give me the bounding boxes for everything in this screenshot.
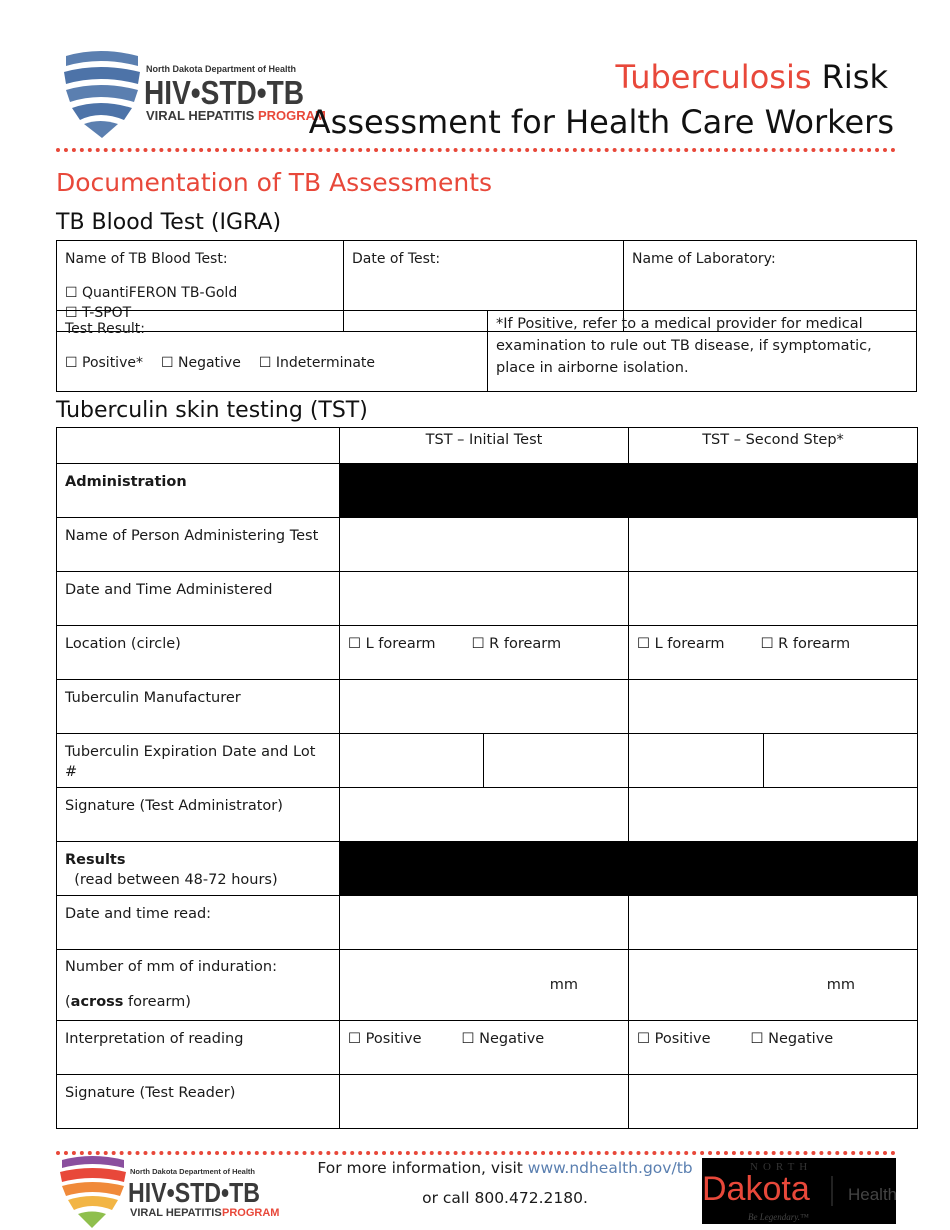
induration-line1: Number of mm of induration: <box>65 959 278 975</box>
manufacturer-second-input[interactable] <box>629 680 918 734</box>
igra-date-label: Date of Test: <box>352 251 441 267</box>
second-r-forearm-checkbox[interactable]: ☐ R forearm <box>760 636 851 652</box>
initial-l-forearm-checkbox[interactable]: ☐ L forearm <box>348 636 436 652</box>
administration-bar <box>340 464 918 518</box>
initial-positive-checkbox[interactable]: ☐ Positive <box>348 1031 422 1047</box>
row-label-induration <box>57 950 340 1021</box>
section-title: Documentation of TB Assessments <box>56 168 493 197</box>
logo-sub-left: VIRAL HEPATITIS <box>146 108 255 123</box>
igra-table-bottom <box>56 310 917 392</box>
footer-link[interactable]: www.ndhealth.gov/tb <box>527 1159 693 1177</box>
igra-heading: TB Blood Test (IGRA) <box>56 210 282 235</box>
igra-note-cell: *If Positive, refer to a medical provider for medical examination to rule out TB disease, if symptomatic, place in airborne isolation. <box>488 311 917 392</box>
program-logo <box>60 48 326 140</box>
lot-second-input[interactable] <box>764 734 918 788</box>
second-l-forearm-checkbox[interactable]: ☐ L forearm <box>637 636 725 652</box>
second-negative-checkbox[interactable]: ☐ Negative <box>750 1031 834 1047</box>
result-positive-checkbox[interactable]: ☐ Positive* <box>65 355 143 371</box>
person-second-input[interactable] <box>629 518 918 572</box>
tst-header-empty <box>57 428 340 464</box>
row-label-person: Name of Person Administering Test <box>57 518 340 572</box>
tspot-checkbox[interactable]: ☐ T-SPOT <box>65 305 132 321</box>
admin-signature-initial-input[interactable] <box>340 788 629 842</box>
footer-logo-org: North Dakota Department of Health <box>130 1167 256 1176</box>
expiration-second-input[interactable] <box>629 734 764 788</box>
expiration-initial-input[interactable] <box>340 734 484 788</box>
tst-table <box>56 427 918 1129</box>
results-bold: Results <box>65 852 126 868</box>
page-title-line1 <box>616 58 889 96</box>
nd-logo-tagline: Be Legendary.™ <box>748 1212 809 1222</box>
row-label-admin-signature: Signature (Test Administrator) <box>57 788 340 842</box>
interp-initial-cell <box>340 1021 629 1075</box>
results-note: (read between 48-72 hours) <box>65 872 278 888</box>
header-divider <box>56 148 896 152</box>
igra-name-label: Name of TB Blood Test: <box>65 251 228 267</box>
row-label-datetime: Date and Time Administered <box>57 572 340 626</box>
logo-main-text: HIV•STD•TB <box>144 74 304 111</box>
footer-contact <box>305 1153 705 1213</box>
induration-end: forearm) <box>123 994 191 1010</box>
row-label-date-read: Date and time read: <box>57 896 340 950</box>
manufacturer-initial-input[interactable] <box>340 680 629 734</box>
shield-icon <box>64 51 140 138</box>
row-label-reader-signature: Signature (Test Reader) <box>57 1075 340 1129</box>
admin-signature-second-input[interactable] <box>629 788 918 842</box>
location-initial-cell <box>340 626 629 680</box>
administration-label: Administration <box>57 464 340 518</box>
tst-col-second: TST – Second Step* <box>629 428 918 464</box>
results-bar <box>340 842 918 896</box>
induration-initial-input[interactable] <box>340 950 629 1021</box>
nd-logo-health: Health <box>848 1185 898 1204</box>
tst-heading: Tuberculin skin testing (TST) <box>56 398 368 423</box>
datetime-second-input[interactable] <box>629 572 918 626</box>
rainbow-shield-icon <box>60 1156 126 1228</box>
location-second-cell <box>629 626 918 680</box>
footer-program-logo <box>58 1154 280 1230</box>
footer-logo-main: HIV•STD•TB <box>128 1177 260 1208</box>
lot-initial-input[interactable] <box>484 734 629 788</box>
row-label-interpretation: Interpretation of reading <box>57 1021 340 1075</box>
igra-result-label: Test Result: <box>65 321 145 337</box>
result-negative-checkbox[interactable]: ☐ Negative <box>160 355 241 371</box>
footer-logo-sub-right: PROGRAM <box>222 1207 280 1219</box>
north-dakota-logo <box>702 1158 896 1224</box>
title-red: Tuberculosis <box>615 58 812 96</box>
row-label-manufacturer: Tuberculin Manufacturer <box>57 680 340 734</box>
reader-signature-second-input[interactable] <box>629 1075 918 1129</box>
nd-logo-dakota: Dakota <box>702 1170 810 1208</box>
induration-second-input[interactable] <box>629 950 918 1021</box>
igra-lab-label: Name of Laboratory: <box>632 251 776 267</box>
footer-logo-sub-left: VIRAL HEPATITIS <box>130 1207 222 1219</box>
mm-unit-initial: mm <box>549 977 578 993</box>
title-black: Risk <box>811 58 888 96</box>
interp-second-cell <box>629 1021 918 1075</box>
induration-paren: ( <box>65 994 71 1010</box>
page-title-line2: Assessment for Health Care Workers <box>308 103 894 141</box>
date-read-second-input[interactable] <box>629 896 918 950</box>
reader-signature-initial-input[interactable] <box>340 1075 629 1129</box>
induration-bold: across <box>70 994 124 1010</box>
igra-result-cell <box>57 311 488 392</box>
date-read-initial-input[interactable] <box>340 896 629 950</box>
mm-unit-second: mm <box>826 977 855 993</box>
logo-sub-right: PROGRAM <box>258 108 326 123</box>
initial-negative-checkbox[interactable]: ☐ Negative <box>461 1031 545 1047</box>
quantiferon-checkbox[interactable]: ☐ QuantiFERON TB-Gold <box>65 285 238 301</box>
results-label <box>57 842 340 896</box>
person-initial-input[interactable] <box>340 518 629 572</box>
logo-org-text: North Dakota Department of Health <box>146 64 297 74</box>
result-indeterminate-checkbox[interactable]: ☐ Indeterminate <box>258 355 376 371</box>
datetime-initial-input[interactable] <box>340 572 629 626</box>
row-label-location: Location (circle) <box>57 626 340 680</box>
second-positive-checkbox[interactable]: ☐ Positive <box>637 1031 711 1047</box>
tst-col-initial: TST – Initial Test <box>340 428 629 464</box>
initial-r-forearm-checkbox[interactable]: ☐ R forearm <box>471 636 562 652</box>
row-label-expiration: Tuberculin Expiration Date and Lot # <box>57 734 340 788</box>
footer-call: or call 800.472.2180. <box>422 1189 588 1207</box>
nd-logo-north: NORTH <box>750 1161 813 1173</box>
induration-line2 <box>65 985 331 1020</box>
footer-info-prefix: For more information, visit <box>317 1159 528 1177</box>
